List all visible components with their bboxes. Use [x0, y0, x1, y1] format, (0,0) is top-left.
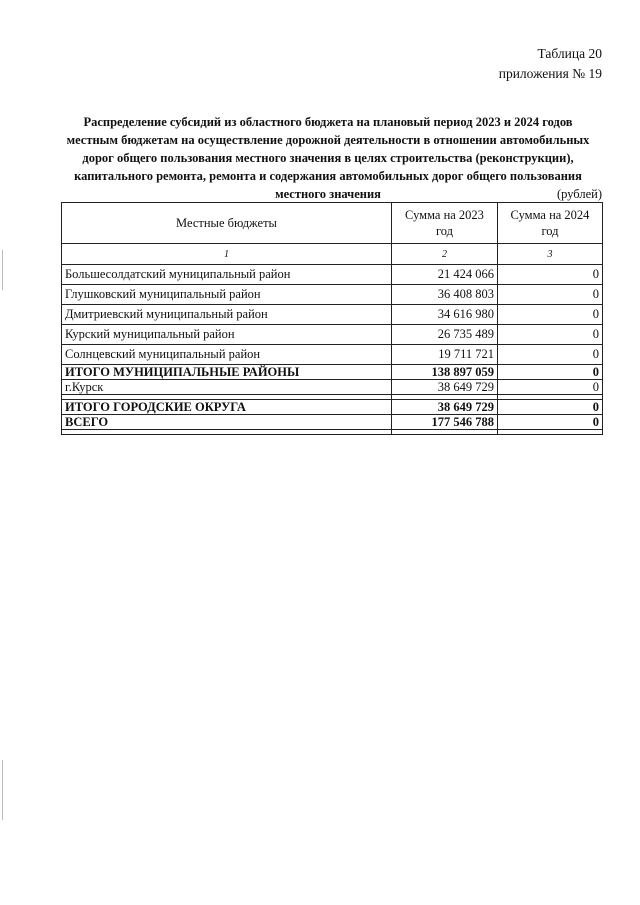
- amount-2024: 0: [498, 325, 603, 345]
- total-2024: 0: [498, 400, 603, 415]
- table-header-row: [62, 203, 603, 244]
- column-number: 2: [392, 244, 498, 265]
- city-row: [62, 380, 603, 395]
- table-row: [62, 325, 603, 345]
- budget-name: Солнцевский муниципальный район: [62, 345, 392, 365]
- amount-2023: 26 735 489: [392, 325, 498, 345]
- total-2023: 38 649 729: [392, 400, 498, 415]
- budget-name: Дмитриевский муниципальный район: [62, 305, 392, 325]
- budget-name: Курский муниципальный район: [62, 325, 392, 345]
- amount-2023: 36 408 803: [392, 285, 498, 305]
- table-row: [62, 285, 603, 305]
- column-header-2024: Сумма на 2024 год: [498, 203, 603, 244]
- column-header-budgets: Местные бюджеты: [62, 203, 392, 244]
- column-number: 1: [62, 244, 392, 265]
- table-row: [62, 265, 603, 285]
- amount-2023: 38 649 729: [392, 380, 498, 395]
- amount-2023: 34 616 980: [392, 305, 498, 325]
- total-2023: 138 897 059: [392, 365, 498, 380]
- budget-name: Большесолдатский муниципальный район: [62, 265, 392, 285]
- amount-2023: 19 711 721: [392, 345, 498, 365]
- column-header-2023: Сумма на 2023 год: [392, 203, 498, 244]
- amount-2024: 0: [498, 305, 603, 325]
- amount-2024: 0: [498, 380, 603, 395]
- spacer-cell: [62, 430, 392, 435]
- budget-name: г.Курск: [62, 380, 392, 395]
- document-header: [499, 44, 602, 84]
- grand-total-row: [62, 415, 603, 430]
- budget-name: Глушковский муниципальный район: [62, 285, 392, 305]
- grand-total-2023: 177 546 788: [392, 415, 498, 430]
- total-cities-row: [62, 400, 603, 415]
- total-label: ИТОГО ГОРОДСКИЕ ОКРУГА: [62, 400, 392, 415]
- subsidy-table: [61, 202, 603, 435]
- column-number: 3: [498, 244, 603, 265]
- total-2024: 0: [498, 365, 603, 380]
- amount-2023: 21 424 066: [392, 265, 498, 285]
- spacer-row: [62, 430, 603, 435]
- table-row: [62, 305, 603, 325]
- units-label: (рублей): [556, 187, 602, 201]
- total-label: ИТОГО МУНИЦИПАЛЬНЫЕ РАЙОНЫ: [62, 365, 392, 380]
- spacer-cell: [498, 430, 603, 435]
- document-title: Распределение субсидий из областного бюджета на плановый период 2023 и 2024 годов местным бюджетам на осуществление дорожной деятельности в отношении автомобильных дорог общего пользования местного значения в целях строительства (реконструкции), капитального ремонта, ремонта и содержания автомобильных дорог общего пользования местного значения: [66, 115, 590, 201]
- amount-2024: 0: [498, 285, 603, 305]
- appendix-reference: приложения № 19: [498, 66, 602, 81]
- scan-edge-mark: [2, 250, 3, 290]
- amount-2024: 0: [498, 345, 603, 365]
- spacer-cell: [392, 430, 498, 435]
- scan-edge-mark: [2, 760, 3, 820]
- grand-total-2024: 0: [498, 415, 603, 430]
- table-number: Таблица 20: [537, 46, 602, 61]
- grand-total-label: ВСЕГО: [62, 415, 392, 430]
- table-row: [62, 345, 603, 365]
- column-number-row: [62, 244, 603, 265]
- total-districts-row: [62, 365, 603, 380]
- amount-2024: 0: [498, 265, 603, 285]
